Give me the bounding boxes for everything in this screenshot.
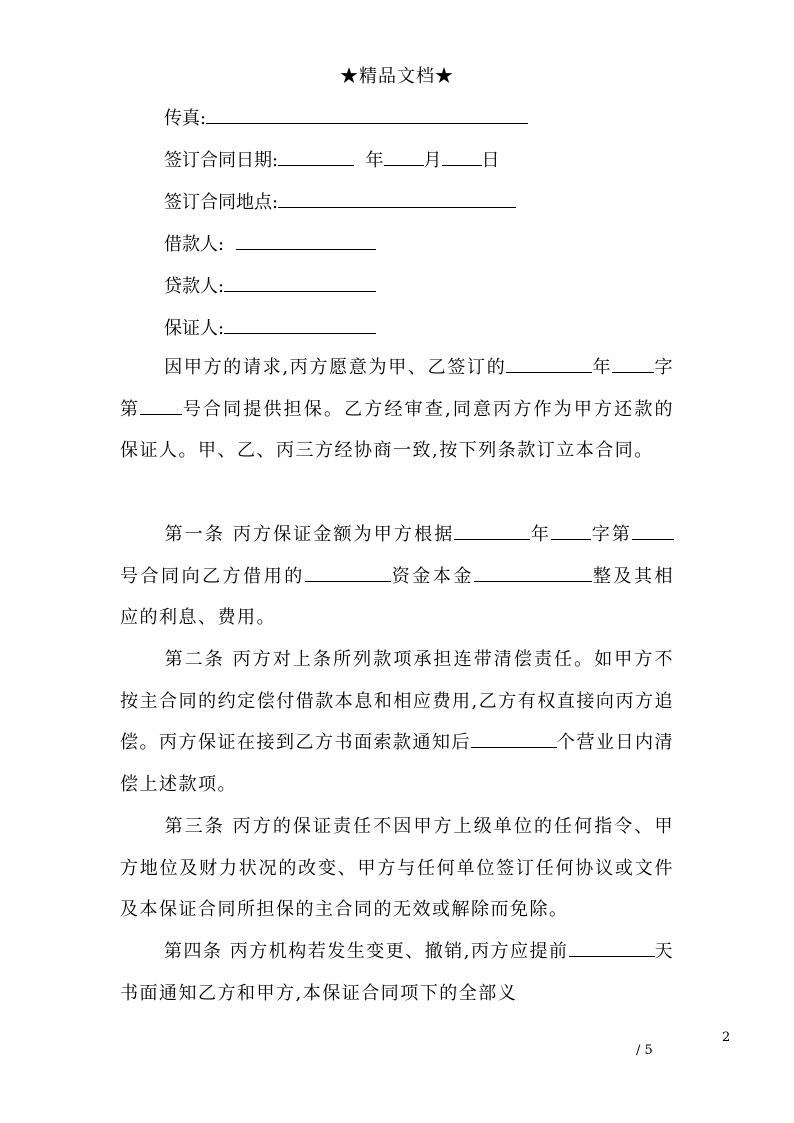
art1-text-3: 字第 bbox=[591, 524, 632, 545]
intro-text-3: 字第 bbox=[120, 357, 674, 420]
art1-text-6: 整及其相应的利息、费用。 bbox=[120, 565, 675, 629]
year-label: 年 bbox=[365, 150, 384, 171]
fax-field bbox=[164, 104, 528, 130]
borrower-field bbox=[164, 230, 376, 256]
intro-text-2: 年 bbox=[592, 357, 613, 378]
guarantor-blank bbox=[224, 314, 376, 334]
borrower-blank bbox=[236, 230, 376, 250]
art1-text-5: 资金本金 bbox=[390, 565, 474, 587]
page-number: 2 bbox=[722, 1030, 731, 1045]
fax-blank bbox=[206, 104, 528, 124]
month-label: 月 bbox=[423, 150, 442, 171]
intro-blank-3 bbox=[140, 395, 182, 415]
intro-blank-2 bbox=[612, 353, 654, 373]
intro-text-4: 号合同提供担保。乙方经审查,同意丙方作为甲方还款的保证人。甲、乙、丙三方经协商一致,按下列条款订立本合同。 bbox=[120, 398, 674, 462]
art4-blank-1 bbox=[569, 937, 655, 957]
intro-blank-1 bbox=[506, 353, 592, 373]
art1-text-2: 年 bbox=[530, 524, 552, 545]
sign-date-field bbox=[164, 146, 500, 172]
article-1-paragraph bbox=[120, 514, 674, 639]
sign-date-year-blank bbox=[278, 146, 354, 166]
intro-paragraph bbox=[120, 347, 674, 472]
borrower-label: 借款人: bbox=[164, 234, 225, 255]
sign-place-label: 签订合同地点: bbox=[164, 192, 279, 213]
article-3-paragraph bbox=[120, 806, 674, 931]
lender-blank bbox=[224, 272, 376, 292]
art1-blank-3 bbox=[632, 520, 674, 540]
guarantor-field bbox=[164, 314, 376, 340]
art4-text-2: 天书面通知乙方和甲方,本保证合同项下的全部义 bbox=[120, 941, 675, 1004]
art1-blank-1 bbox=[454, 520, 530, 540]
article-2-paragraph bbox=[120, 639, 674, 805]
intro-text-1: 因甲方的请求,丙方愿意为甲、乙签订的 bbox=[164, 357, 507, 378]
day-label: 日 bbox=[481, 150, 500, 171]
guarantor-label: 保证人: bbox=[164, 318, 225, 339]
sign-place-blank bbox=[278, 188, 516, 208]
document-header: ★精品文档★ bbox=[340, 66, 454, 87]
sign-date-label: 签订合同日期: bbox=[164, 150, 279, 171]
sign-place-field bbox=[164, 188, 516, 214]
art2-text-2: 个营业日内清偿上述款项。 bbox=[120, 732, 674, 795]
sign-date-day-blank bbox=[442, 146, 482, 166]
art1-blank-2 bbox=[551, 520, 591, 540]
art1-text-1: 第一条 丙方保证金额为甲方根据 bbox=[164, 524, 455, 545]
art3-text-1: 第三条 丙方的保证责任不因甲方上级单位的任何指令、甲方地位及财力状况的改变、甲方与任何单位签订任何协议或文件及本保证合同所担保的主合同的无效或解除而免除。 bbox=[120, 816, 674, 921]
article-4-paragraph bbox=[120, 931, 674, 1014]
lender-label: 贷款人: bbox=[164, 276, 225, 297]
art2-blank-1 bbox=[471, 728, 557, 748]
page-total: / 5 bbox=[636, 1043, 653, 1058]
art1-blank-4 bbox=[305, 562, 391, 582]
art1-text-4: 号合同向乙方借用的 bbox=[120, 565, 305, 587]
lender-field bbox=[164, 272, 376, 298]
art4-text-1: 第四条 丙方机构若发生变更、撤销,丙方应提前 bbox=[164, 941, 569, 962]
art2-text-1: 第二条 丙方对上条所列款项承担连带清偿责任。如甲方不按主合同的约定偿付借款本息和相应费用,乙方有权直接向丙方追偿。丙方保证在接到乙方书面索款通知后 bbox=[120, 649, 674, 754]
fax-label: 传真: bbox=[164, 108, 207, 129]
sign-date-month-blank bbox=[384, 146, 424, 166]
art1-blank-5 bbox=[474, 562, 592, 582]
